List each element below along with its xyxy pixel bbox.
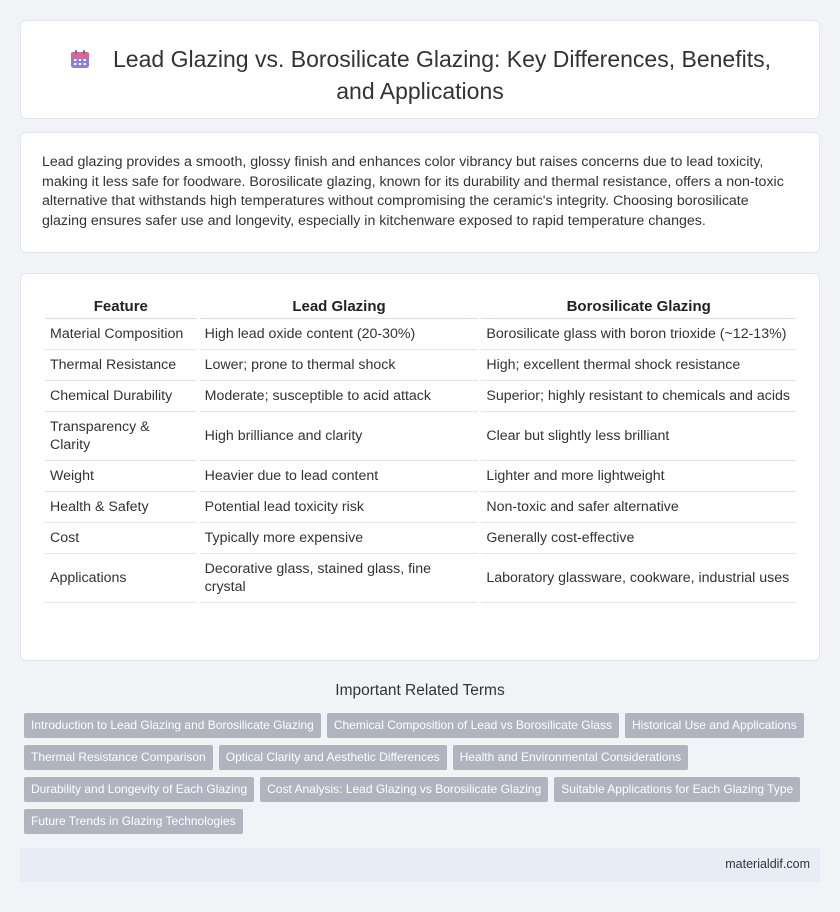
related-tag[interactable]: Chemical Composition of Lead vs Borosilicate Glass (327, 713, 619, 738)
table-row (45, 319, 796, 350)
footer-site-link[interactable]: materialdif.com (725, 857, 810, 871)
lead-cell: Heavier due to lead content (200, 461, 479, 492)
feature-cell: Transparency & Clarity (45, 412, 197, 461)
borosilicate-cell: Clear but slightly less brilliant (481, 412, 796, 461)
table-row (45, 492, 796, 523)
borosilicate-cell: High; excellent thermal shock resistance (481, 350, 796, 381)
related-terms-heading: Important Related Terms (335, 682, 505, 699)
feature-cell: Thermal Resistance (45, 350, 197, 381)
intro-paragraph: Lead glazing provides a smooth, glossy finish and enhances color vibrancy but raises concerns due to lead toxicity, making it less safe for foodware. Borosilicate glazing, known for its durability and thermal resistance, offers a non-toxic alternative that withstands high temperatures without compromising the ceramic's integrity. Choosing borosilicate glazing ensures safer use and longevity, especially in kitchenware exposed to rapid temperature changes. (42, 154, 784, 229)
lead-cell: Lower; prone to thermal shock (200, 350, 479, 381)
related-tag[interactable]: Introduction to Lead Glazing and Borosilicate Glazing (24, 713, 321, 738)
intro-card (20, 132, 820, 253)
borosilicate-cell: Borosilicate glass with boron trioxide (~12-13%) (481, 319, 796, 350)
header-borosilicate-glazing: Borosilicate Glazing (481, 296, 796, 319)
page-title: Lead Glazing vs. Borosilicate Glazing: Key Differences, Benefits, and Applications (113, 46, 771, 104)
lead-cell: Decorative glass, stained glass, fine crystal (200, 554, 479, 603)
related-tag[interactable]: Durability and Longevity of Each Glazing (24, 777, 254, 802)
feature-cell: Chemical Durability (45, 381, 197, 412)
borosilicate-cell: Non-toxic and safer alternative (481, 492, 796, 523)
table-row (45, 554, 796, 603)
table-row (45, 350, 796, 381)
related-tag[interactable]: Suitable Applications for Each Glazing Type (554, 777, 800, 802)
lead-cell: High brilliance and clarity (200, 412, 479, 461)
feature-cell: Weight (45, 461, 197, 492)
calendar-icon (69, 48, 91, 77)
table-row (45, 412, 796, 461)
header-feature: Feature (45, 296, 197, 319)
feature-cell: Cost (45, 523, 197, 554)
borosilicate-cell: Lighter and more lightweight (481, 461, 796, 492)
related-tag[interactable]: Future Trends in Glazing Technologies (24, 809, 243, 834)
related-terms-list (24, 713, 824, 841)
feature-cell: Applications (45, 554, 197, 603)
related-tag[interactable]: Thermal Resistance Comparison (24, 745, 213, 770)
related-tag[interactable]: Optical Clarity and Aesthetic Differences (219, 745, 447, 770)
borosilicate-cell: Generally cost-effective (481, 523, 796, 554)
borosilicate-cell: Laboratory glassware, cookware, industrial uses (481, 554, 796, 603)
title-card (20, 20, 820, 119)
lead-cell: High lead oxide content (20-30%) (200, 319, 479, 350)
related-tag[interactable]: Health and Environmental Considerations (453, 745, 688, 770)
feature-cell: Material Composition (45, 319, 197, 350)
feature-cell: Health & Safety (45, 492, 197, 523)
table-header-row (45, 296, 796, 319)
table-row (45, 461, 796, 492)
comparison-table (42, 296, 799, 603)
table-row (45, 523, 796, 554)
borosilicate-cell: Superior; highly resistant to chemicals and acids (481, 381, 796, 412)
comparison-table-card (20, 273, 820, 661)
lead-cell: Potential lead toxicity risk (200, 492, 479, 523)
lead-cell: Moderate; susceptible to acid attack (200, 381, 479, 412)
header-lead-glazing: Lead Glazing (200, 296, 479, 319)
table-row (45, 381, 796, 412)
footer (20, 848, 820, 882)
related-tag[interactable]: Historical Use and Applications (625, 713, 804, 738)
related-tag[interactable]: Cost Analysis: Lead Glazing vs Borosilicate Glazing (260, 777, 548, 802)
lead-cell: Typically more expensive (200, 523, 479, 554)
